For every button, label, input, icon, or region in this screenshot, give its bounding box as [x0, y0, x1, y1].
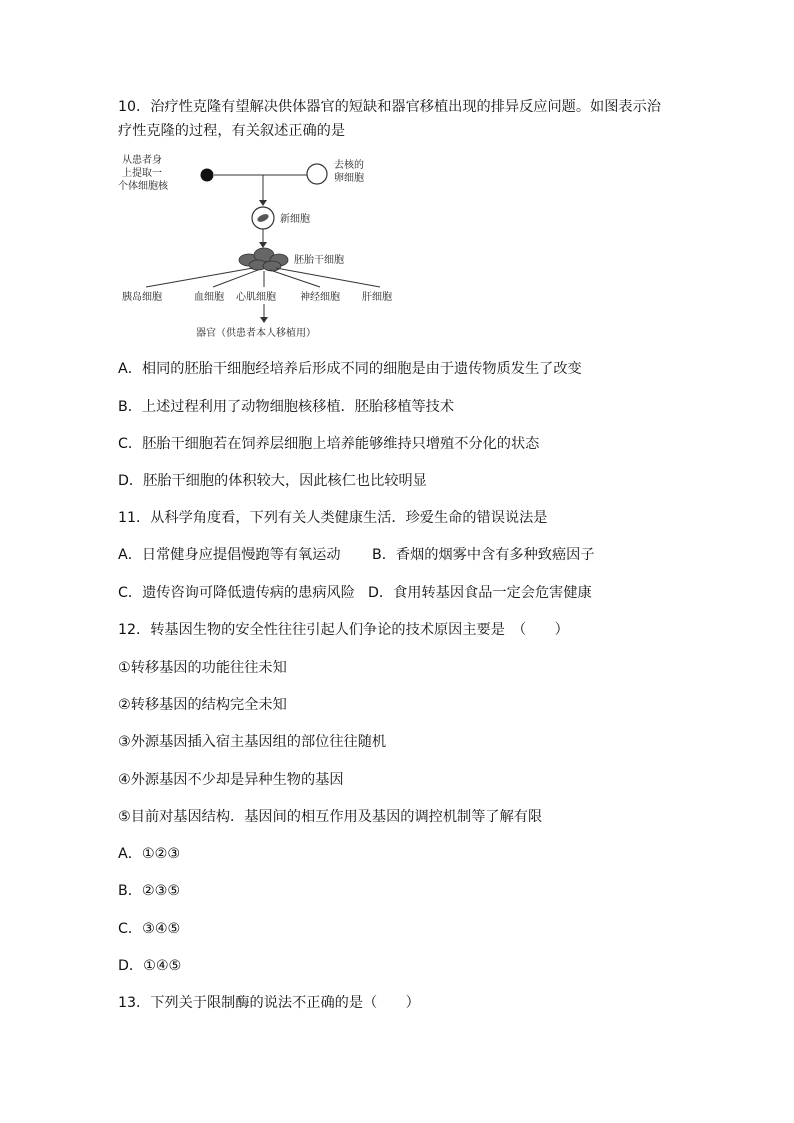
diagram-cell2: 血细胞 [194, 292, 224, 303]
diagram-egg-line1: 去核的 [334, 160, 364, 171]
diagram-source-line3: 个体细胞核 [118, 181, 168, 192]
arrow-to-organ [260, 317, 268, 323]
q12-item-2: ②转移基因的结构完全未知 [118, 697, 287, 713]
q11-option-a[interactable]: A．日常健身应提倡慢跑等有氧运动 [118, 547, 341, 563]
diagram-source-line2: 上提取一 [122, 168, 162, 179]
q12-item-3: ③外源基因插入宿主基因组的部位往往随机 [118, 734, 387, 750]
arrow-to-new-cell [259, 200, 267, 206]
q11-option-b[interactable]: B．香烟的烟雾中含有多种致癌因子 [372, 547, 595, 563]
q10-option-c[interactable]: C．胚胎干细胞若在饲养层细胞上培养能够维持只增殖不分化的状态 [118, 436, 540, 452]
diagram-cell4: 神经细胞 [300, 292, 340, 303]
diagram-cell5: 肝细胞 [362, 292, 392, 303]
q10-option-b[interactable]: B．上述过程利用了动物细胞核移植．胚胎移植等技术 [118, 399, 455, 415]
q10-option-d[interactable]: D．胚胎干细胞的体积较大，因此核仁也比较明显 [118, 473, 427, 489]
diagram-stem-cells: 胚胎干细胞 [294, 255, 344, 266]
q13-stem: 13．下列关于限制酶的说法不正确的是（ ） [118, 995, 420, 1011]
diagram-cell3: 心肌细胞 [236, 292, 276, 303]
q12-option-c[interactable]: C．③④⑤ [118, 921, 181, 937]
diagram-egg-line2: 卵细胞 [334, 173, 364, 184]
q11-option-c[interactable]: C．遗传咨询可降低遗传病的患病风险 [118, 585, 355, 601]
q10-stem-line2: 疗性克隆的过程，有关叙述正确的是 [118, 123, 346, 139]
q12-item-4: ④外源基因不少却是异种生物的基因 [118, 772, 344, 788]
egg-cell-circle [307, 164, 327, 184]
q12-option-d[interactable]: D．①④⑤ [118, 958, 182, 974]
q12-item-1: ①转移基因的功能往往未知 [118, 660, 287, 676]
q11-stem: 11．从科学角度看，下列有关人类健康生活．珍爱生命的错误说法是 [118, 510, 548, 526]
arrow-to-stem [259, 242, 267, 248]
diagram-cell1: 胰岛细胞 [122, 292, 162, 303]
q12-stem: 12．转基因生物的安全性往往引起人们争论的技术原因主要是 （ ） [118, 622, 569, 638]
q10-stem-line1: 10．治疗性克隆有望解决供体器官的短缺和器官移植出现的排异反应问题。如图表示治 [118, 99, 661, 115]
q10-option-a[interactable]: A．相同的胚胎干细胞经培养后形成不同的细胞是由于遗传物质发生了改变 [118, 361, 582, 377]
q12-option-b[interactable]: B．②③⑤ [118, 883, 181, 899]
diagram-organ: 器官（供患者本人移植用） [196, 328, 316, 339]
diagram-new-cell: 新细胞 [280, 214, 310, 225]
nucleus-dot [201, 169, 214, 182]
differentiation-lines [146, 268, 380, 287]
q12-option-a[interactable]: A．①②③ [118, 846, 181, 862]
stem-cell-cluster [239, 248, 288, 271]
q12-item-5: ⑤目前对基因结构．基因间的相互作用及基因的调控机制等了解有限 [118, 809, 543, 825]
join-line-left [214, 175, 263, 202]
cloning-diagram [118, 150, 418, 342]
diagram-source-line1: 从患者身 [122, 155, 162, 166]
q11-option-d[interactable]: D．食用转基因食品一定会危害健康 [368, 585, 592, 601]
